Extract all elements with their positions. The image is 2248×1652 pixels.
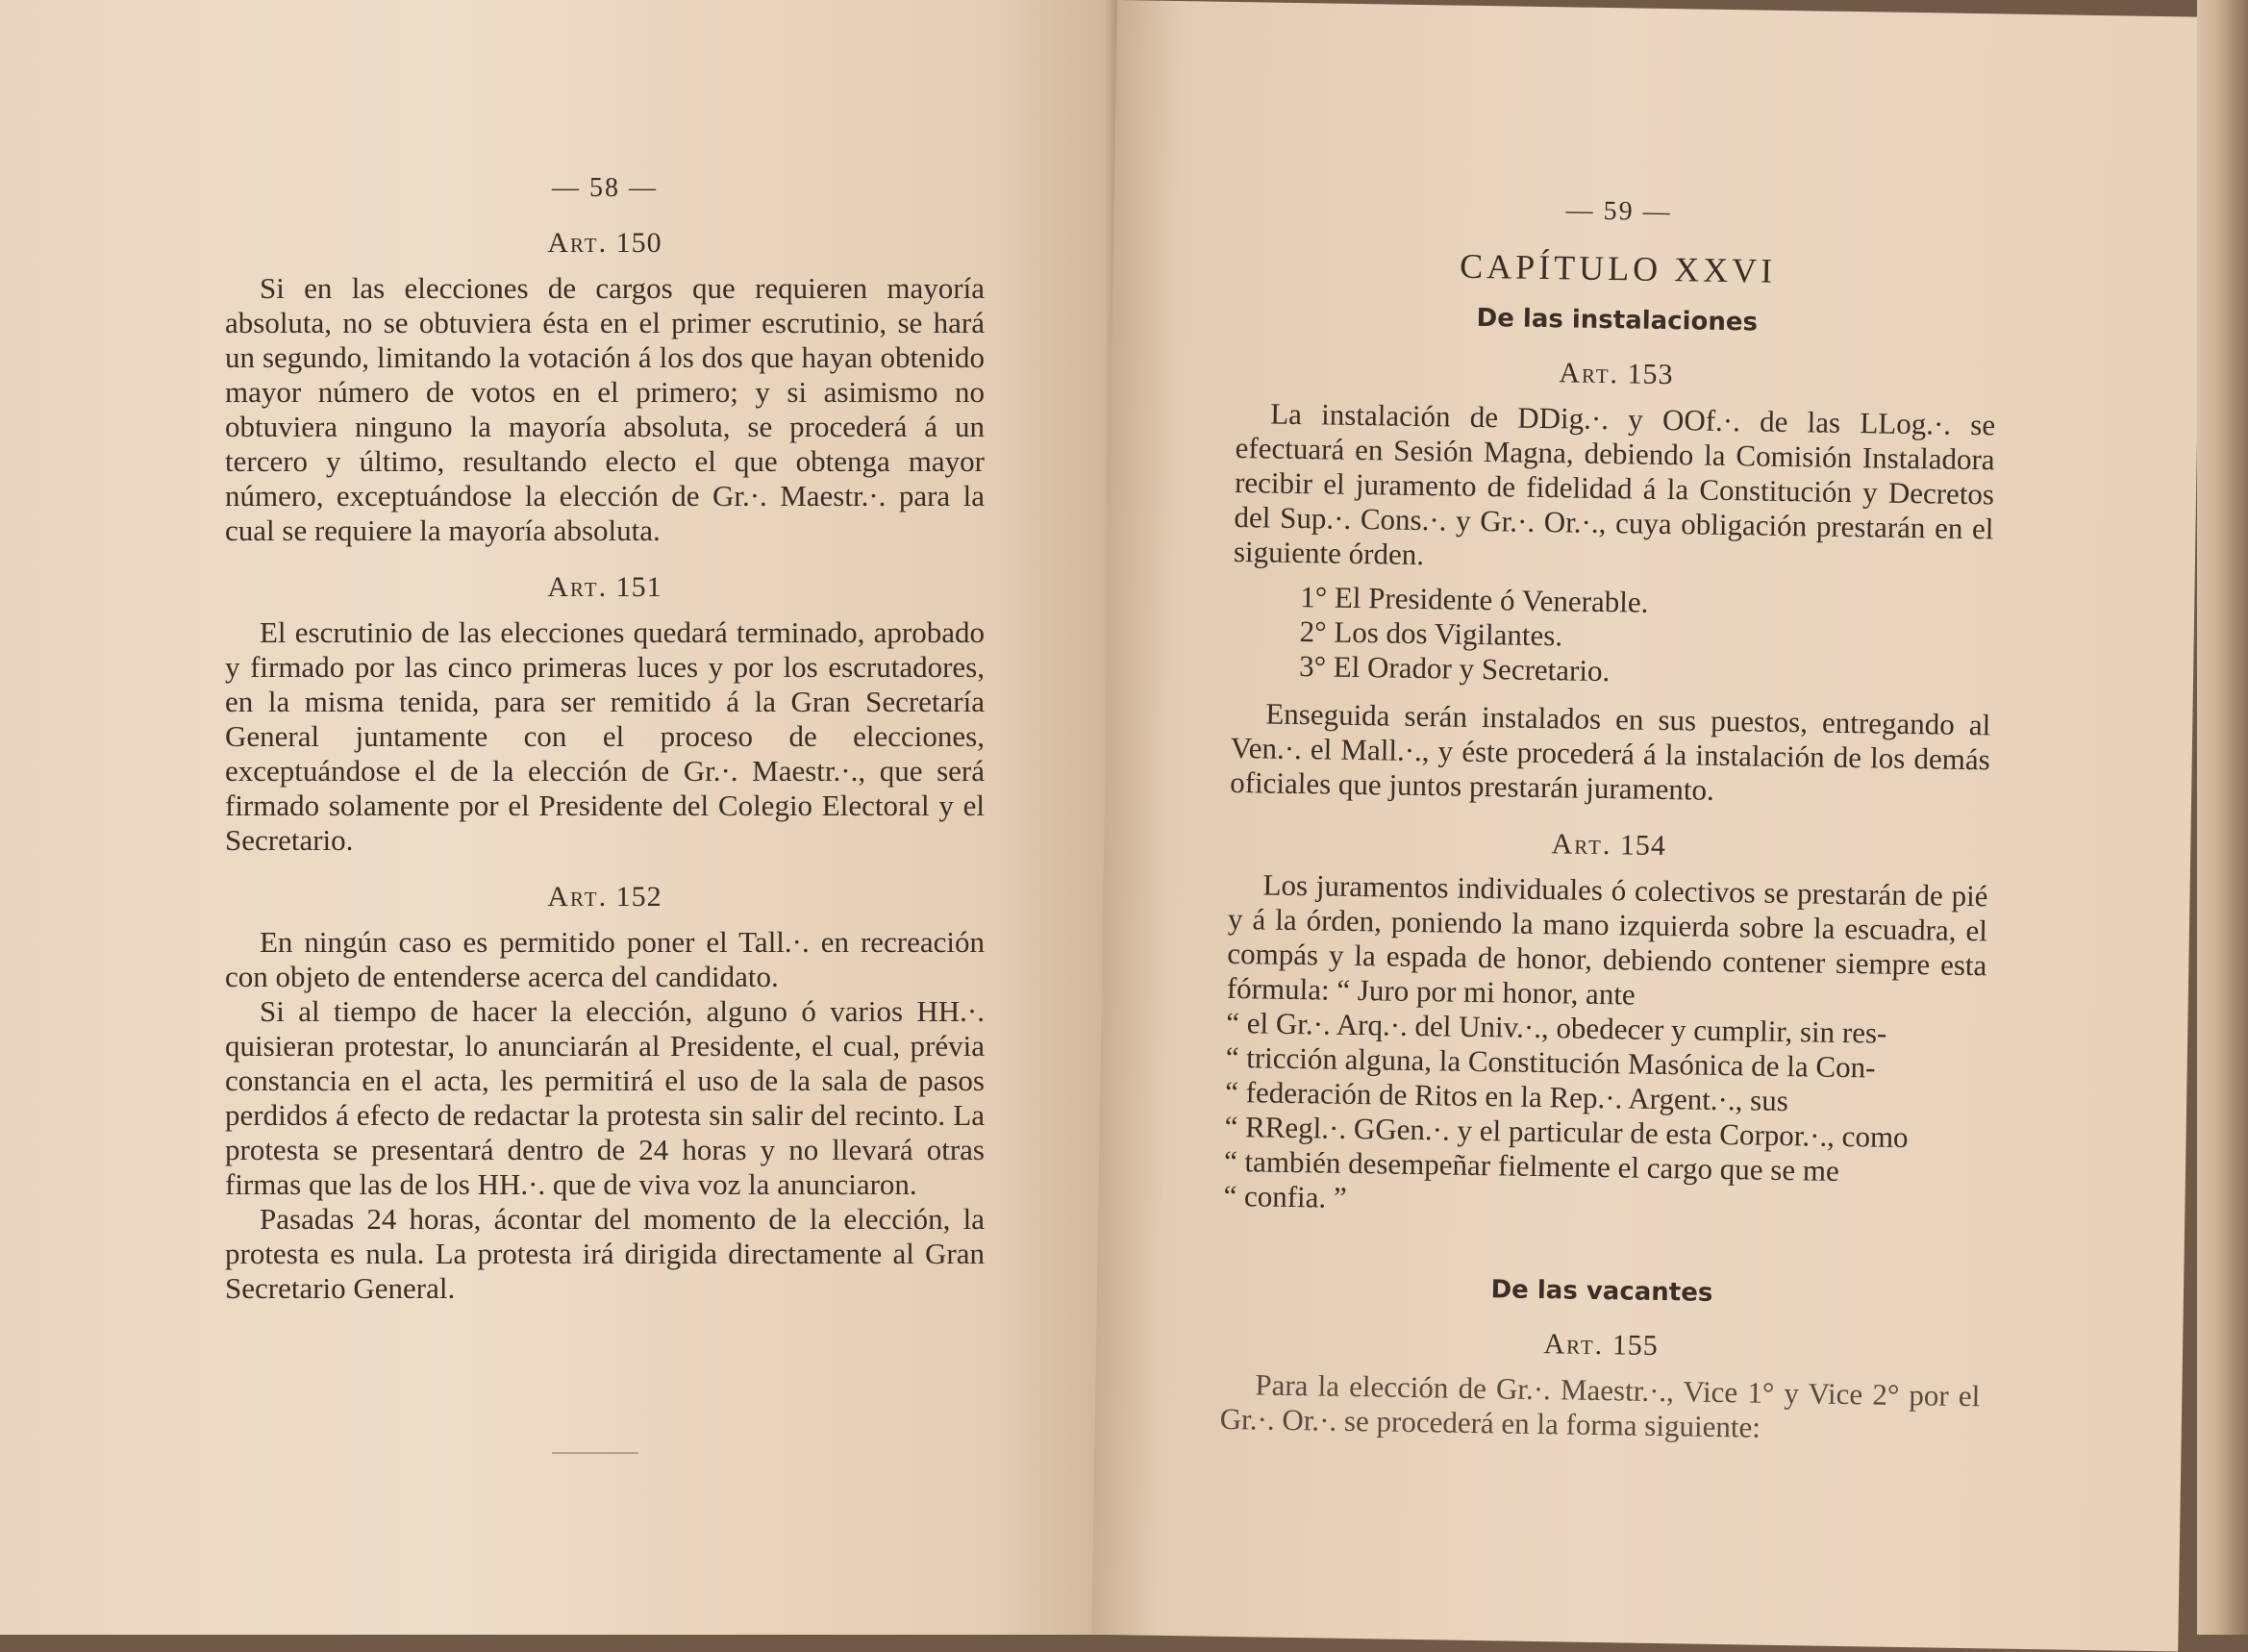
- article-154-paragraph: Los juramentos individuales ó colectivos se prestarán de pié y á la órden, poniendo la mano izquierda sobre la escuadra, el compás y la espada de honor, debiendo contener siempre esta fórmula: “ Juro por mi honor, ante: [1226, 867, 1988, 1012]
- article-152-heading: [225, 881, 985, 914]
- article-label: Art.: [547, 227, 609, 259]
- oath-line: “ federación de Ritos en la Rep.·. Argent.·., sus: [1224, 1074, 1789, 1118]
- left-page-text: [225, 173, 985, 1306]
- page-number-59: — 59 —: [1565, 195, 1672, 228]
- oath-line: “ también desempeñar fielmente el cargo que se me: [1223, 1143, 1840, 1188]
- left-page: [0, 0, 1123, 1635]
- page-number-58: — 58 —: [552, 173, 658, 203]
- section-heading-instalaciones: De las instalaciones: [1476, 303, 1759, 338]
- right-page: [1091, 0, 2204, 1652]
- oath-line: “ tricción alguna, la Constitución Masónica de la Con-: [1225, 1039, 1876, 1085]
- chapter-title: CAPÍTULO XXVI: [1459, 246, 1777, 290]
- list-item: 2° Los dos Vigilantes.: [1299, 614, 1563, 653]
- list-item: 1° El Presidente ó Venerable.: [1300, 580, 1649, 619]
- article-number: 150: [615, 227, 662, 259]
- article-155-heading: [1221, 1323, 1981, 1367]
- page-edge: [2197, 0, 2248, 1635]
- article-155-paragraph: Para la elección de Gr.·. Maestr.·., Vice 1° y Vice 2° por el Gr.·. Or.·. se procederá en la forma siguiente:: [1219, 1367, 1981, 1444]
- article-label: Art.: [1559, 357, 1620, 390]
- article-label: Art.: [1551, 828, 1612, 862]
- oath-line: “ RRegl.·. GGen.·. y el particular de esta Corpor.·., como: [1224, 1109, 1909, 1155]
- article-number: 154: [1619, 829, 1667, 863]
- installation-order-list: [1299, 580, 1993, 694]
- list-item: 3° El Orador y Secretario.: [1298, 649, 1611, 688]
- right-page-text: [1220, 190, 1999, 1448]
- article-number: 155: [1611, 1329, 1659, 1363]
- article-151-paragraph: El escrutinio de las elecciones quedará terminado, aprobado y firmado por las cinco primeras luces y por los escrutadores, en la misma tenida, para ser remitido á la Gran Secretaría General juntamente con el proceso de elecciones, exceptuándose el de la elección de Gr.·. Maestr.·., que será firmado solamente por el Presidente del Colegio Electoral y el Secretario.: [225, 615, 985, 857]
- section-heading-vacantes: De las vacantes: [1490, 1275, 1713, 1308]
- end-rule: [552, 1452, 638, 1454]
- article-153-paragraph-1: La instalación de DDig.·. y OOf.·. de las LLog.·. se efectuará en Sesión Magna, debiendo la Comisión Instaladora recibir el juramento de fidelidad á la Constitución y Decretos del Sup.·. Cons.·. y Gr.·. Or.·., cuya obligación prestarán en el siguiente órden.: [1233, 396, 1996, 572]
- article-150-heading: [225, 227, 985, 260]
- article-152-paragraph-1: En ningún caso es permitido poner el Tall.·. en recreación con objeto de entenderse acerca del candidato.: [225, 925, 985, 993]
- article-154-heading: [1229, 823, 1988, 867]
- oath-line: “ el Gr.·. Arq.·. del Univ.·., obedecer y cumplir, sin res-: [1226, 1005, 1887, 1050]
- article-number: 151: [615, 571, 662, 603]
- article-label: Art.: [547, 571, 609, 603]
- article-152-paragraph-2: Si al tiempo de hacer la elección, alguno ó varios HH.·. quisieran protestar, lo anunciarán al Presidente, el cual, prévia constancia en el acta, les permitirá el uso de la sala de pasos perdidos á efecto de redactar la protesta sin salir del recinto. La protesta se presentará dentro de 24 horas y no llevará otras firmas que las de los HH.·. que de viva voz la anunciaron.: [225, 994, 985, 1201]
- article-150-paragraph: Si en las elecciones de cargos que requieren mayoría absoluta, no se obtuviera ésta en el primer escrutinio, se hará un segundo, limitando la votación á los dos que hayan obtenido mayor número de votos en el primero; y si asimismo no obtuviera ninguno la mayoría absoluta, se procederá á un tercero y último, resultando electo el que obtenga mayor número, exceptuándose la elección de Gr.·. Maestr.·. para la cual se requiere la mayoría absoluta.: [225, 271, 985, 547]
- article-label: Art.: [547, 881, 609, 913]
- article-152-paragraph-3: Pasadas 24 horas, ácontar del momento de la elección, la protesta es nula. La protesta irá dirigida directamente al Gran Secretario General.: [225, 1202, 985, 1305]
- article-number: 152: [615, 881, 662, 913]
- article-label: Art.: [1543, 1328, 1605, 1362]
- article-153-paragraph-2: Enseguida serán instalados en sus puestos, entregando al Ven.·. el Mall.·., y éste procederá á la instalación de los demás oficiales que juntos prestarán juramento.: [1229, 696, 1991, 807]
- article-151-heading: [225, 571, 985, 604]
- article-number: 153: [1627, 358, 1674, 391]
- oath-formula: [1223, 1006, 1986, 1225]
- article-153-heading: [1236, 352, 1996, 396]
- oath-line: “ confia. ”: [1223, 1178, 1347, 1214]
